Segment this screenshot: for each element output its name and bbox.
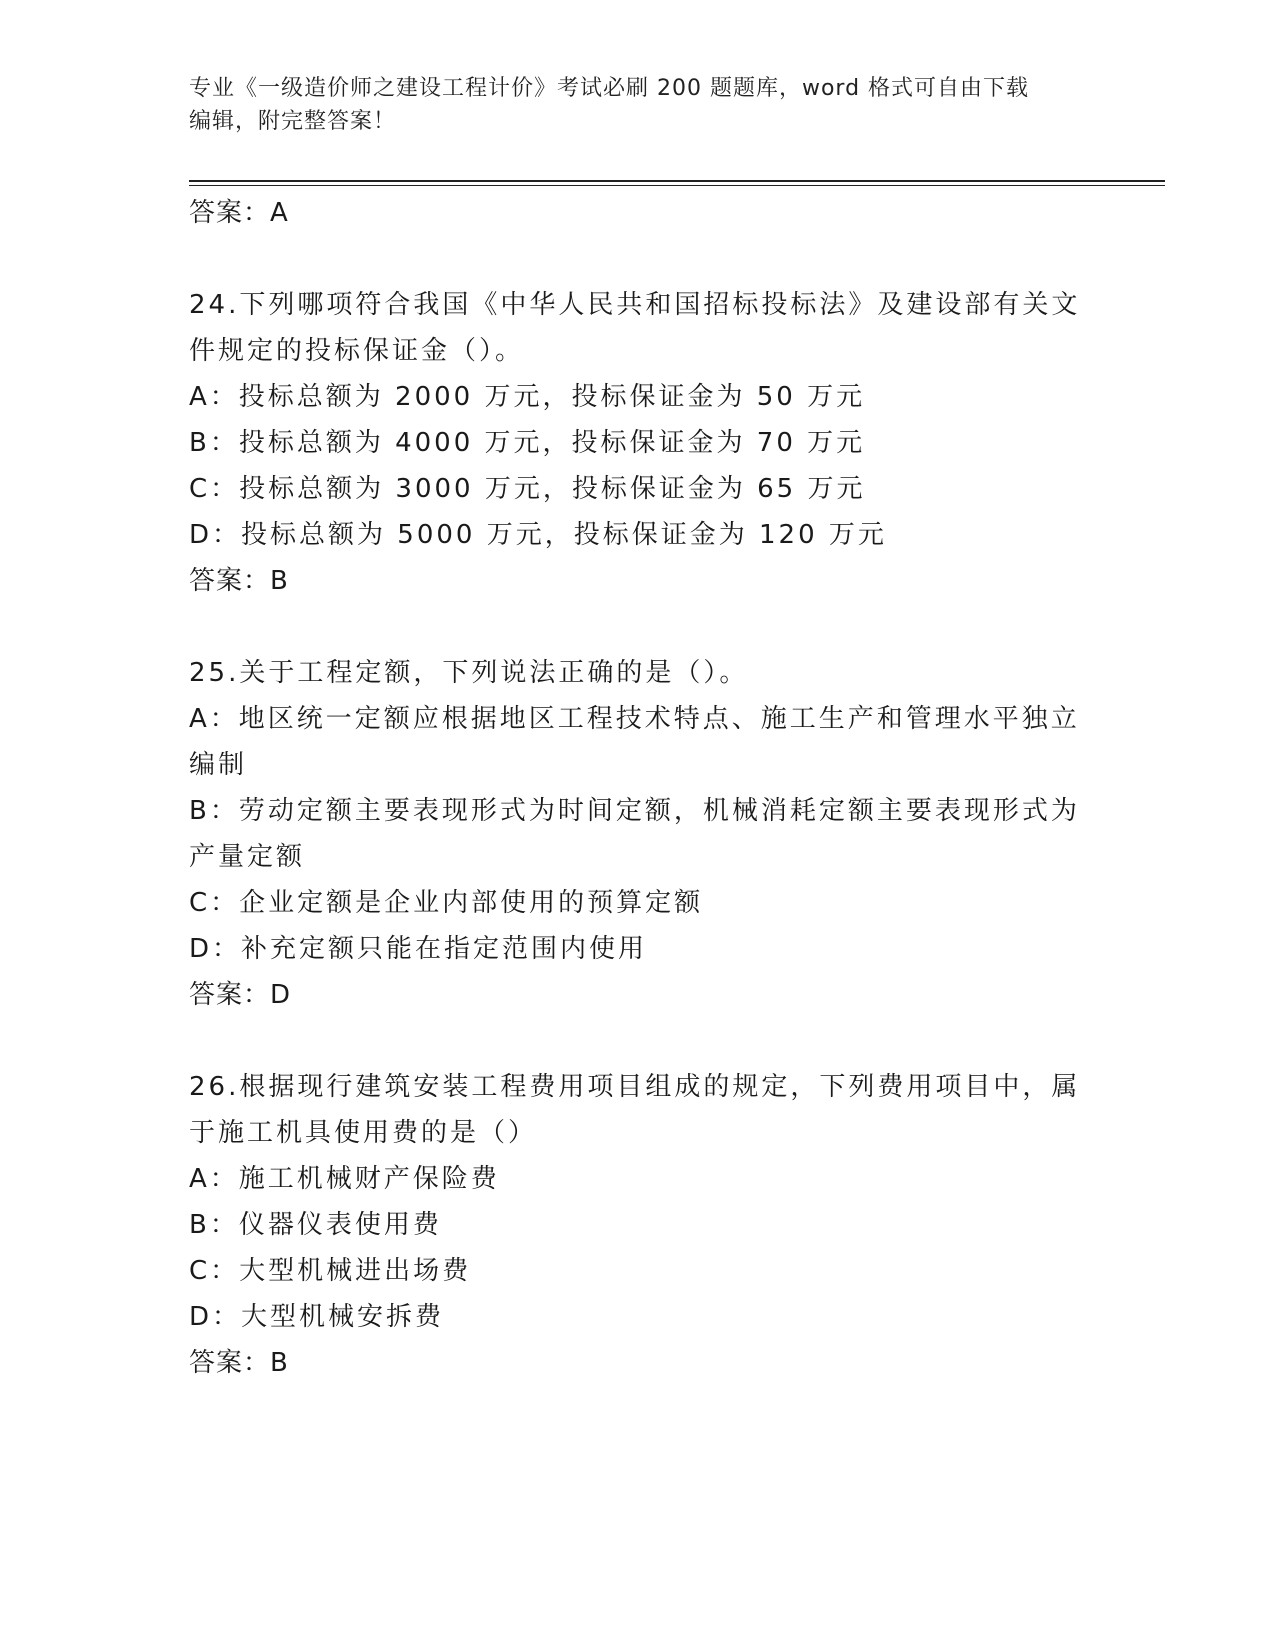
question-stem: 25.关于工程定额，下列说法正确的是（）。 — [189, 658, 749, 688]
option-c: C：企业定额是企业内部使用的预算定额 — [189, 888, 704, 918]
question-stem: 24.下列哪项符合我国《中华人民共和国招标投标法》及建设部有关文 — [189, 290, 1081, 320]
option-b: B：仪器仪表使用费 — [189, 1210, 442, 1240]
option-b: B：投标总额为 4000 万元，投标保证金为 70 万元 — [189, 428, 866, 458]
option-a-continued: 编制 — [189, 750, 248, 780]
question-item — [189, 282, 1089, 604]
spacer — [189, 236, 1089, 282]
option-b: B：劳动定额主要表现形式为时间定额，机械消耗定额主要表现形式为 — [189, 796, 1080, 826]
header-line-1: 专业《一级造价师之建设工程计价》考试必刷 200 题题库，word 格式可自由下载 — [189, 76, 1030, 101]
option-b-continued: 产量定额 — [189, 842, 306, 872]
question-list — [189, 190, 1089, 1386]
header-divider-thick — [189, 180, 1165, 182]
option-d: D：大型机械安拆费 — [189, 1302, 445, 1332]
question-item — [189, 650, 1089, 1018]
option-d: D：投标总额为 5000 万元，投标保证金为 120 万元 — [189, 520, 887, 550]
answer-line: 答案：D — [189, 980, 292, 1010]
header-line-2: 编辑，附完整答案！ — [189, 109, 397, 134]
option-c: C：大型机械进出场费 — [189, 1256, 472, 1286]
option-c: C：投标总额为 3000 万元，投标保证金为 65 万元 — [189, 474, 866, 504]
spacer — [189, 1018, 1089, 1064]
question-stem: 26.根据现行建筑安装工程费用项目组成的规定，下列费用项目中，属 — [189, 1072, 1081, 1102]
question-item — [189, 1064, 1089, 1386]
answer-line: 答案：A — [189, 198, 289, 228]
spacer — [189, 604, 1089, 650]
option-a: A：地区统一定额应根据地区工程技术特点、施工生产和管理水平独立 — [189, 704, 1080, 734]
document-header — [189, 72, 1089, 138]
option-a: A：施工机械财产保险费 — [189, 1164, 500, 1194]
question-stem: 于施工机具使用费的是（） — [189, 1118, 538, 1148]
header-divider-thin — [189, 185, 1165, 186]
question-stem: 件规定的投标保证金（）。 — [189, 336, 525, 366]
option-d: D：补充定额只能在指定范围内使用 — [189, 934, 648, 964]
option-a: A：投标总额为 2000 万元，投标保证金为 50 万元 — [189, 382, 866, 412]
answer-line: 答案：B — [189, 1348, 289, 1378]
answer-line: 答案：B — [189, 566, 289, 596]
